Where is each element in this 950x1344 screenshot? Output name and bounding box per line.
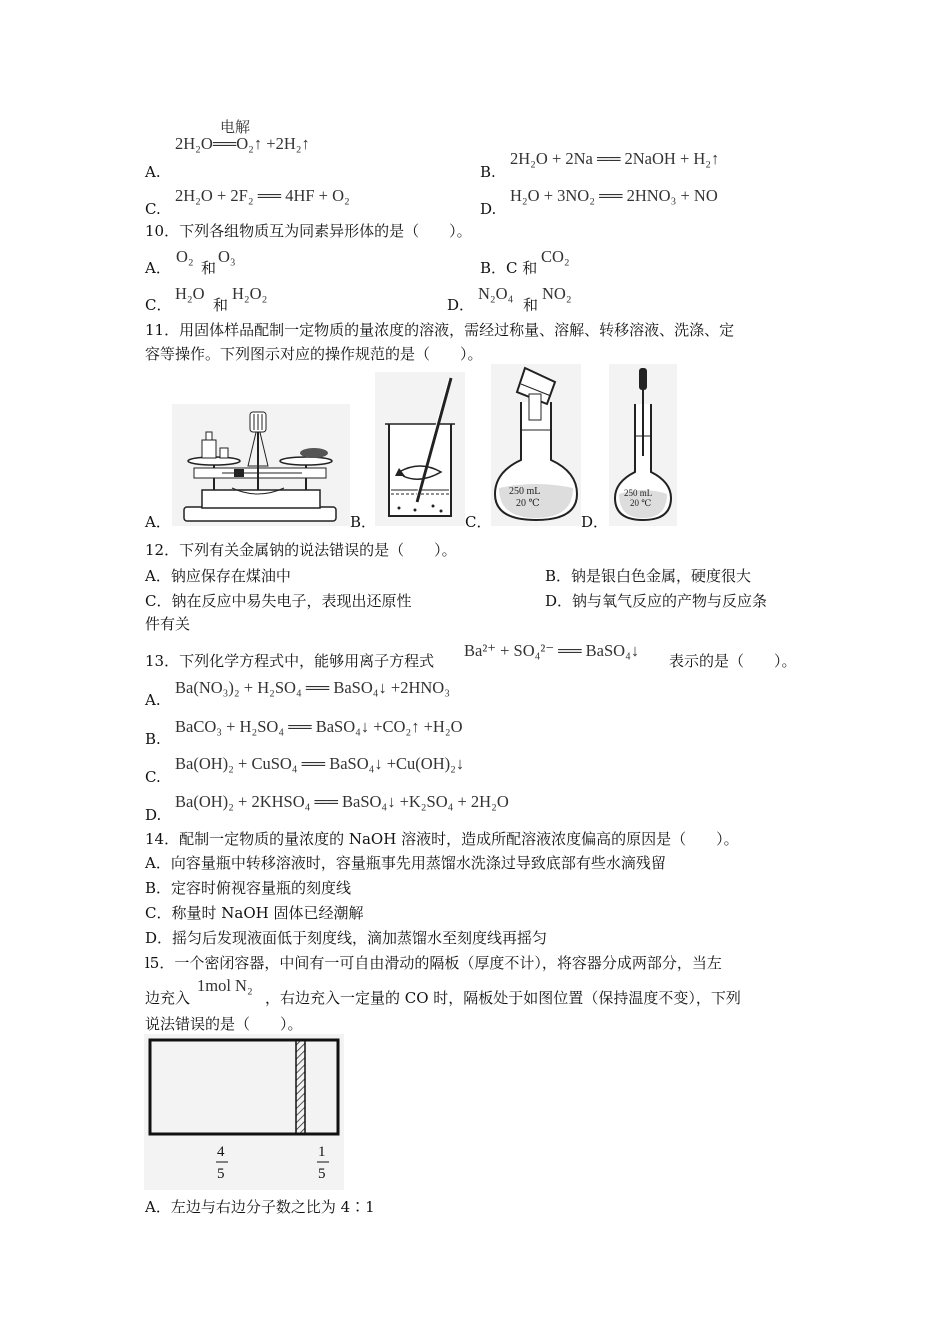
fraction-left-numerator: 4 xyxy=(217,1144,225,1160)
q12-option-a: A．钠应保存在煤油中 xyxy=(145,567,291,585)
q10-a-formula1: O₂ xyxy=(176,247,194,266)
q9-a-formula: 2H₂O══O₂↑ +2H₂↑ xyxy=(175,134,310,153)
q13-d-label: D. xyxy=(145,806,162,824)
q10-d-formula1: N₂O₄ xyxy=(478,284,514,303)
q11-stem-line2: 容等操作。下列图示对应的操作规范的是（ ）。 xyxy=(145,345,483,363)
q9-a-condition: 电解 xyxy=(220,120,251,136)
q12-option-d-line2: 件有关 xyxy=(145,615,191,633)
q10-d-label: D． xyxy=(447,296,475,314)
q13-b-formula: BaCO₃ + H₂SO₄ ══ BaSO₄↓ +CO₂↑ +H₂O xyxy=(175,717,463,736)
q15-stem-line1: l5．一个密闭容器，中间有一可自由滑动的隔板（厚度不计），将容器分成两部分，当左 xyxy=(145,954,722,972)
q15-option-a: A．左边与右边分子数之比为 4∶1 xyxy=(145,1198,375,1216)
q12-option-d-line1: D．钠与氧气反应的产物与反应条 xyxy=(545,592,768,610)
q14-option-d: D．摇匀后发现液面低于刻度线，滴加蒸馏水至刻度线再摇匀 xyxy=(145,929,548,947)
q11-stem-line1: 11．用固体样品配制一定物质的量浓度的溶液，需经过称量、溶解、转移溶液、洗涤、定 xyxy=(145,321,735,339)
q12-stem: 12．下列有关金属钠的说法错误的是（ ）。 xyxy=(145,541,457,559)
q11-d-label: D． xyxy=(581,513,609,531)
q9-a-label: A. xyxy=(145,163,161,181)
q10-b-formula: CO₂ xyxy=(541,247,570,266)
q9-c-label: C. xyxy=(145,200,161,218)
q10-d-formula2: NO₂ xyxy=(542,284,572,303)
q9-d-formula: H₂O + 3NO₂ ══ 2HNO₃ + NO xyxy=(510,186,718,205)
balance-figure xyxy=(172,404,350,526)
q14-option-c: C．称量时 NaOH 固体已经潮解 xyxy=(145,904,364,922)
fraction-right-denominator: 5 xyxy=(318,1166,326,1182)
q10-b-label: B．C 和 xyxy=(480,259,538,277)
q13-ionic-equation: Ba²⁺ + SO₄²⁻ ══ BaSO₄↓ xyxy=(464,641,640,660)
q13-d-formula: Ba(OH)₂ + 2KHSO₄ ══ BaSO₄↓ +K₂SO₄ + 2H₂O xyxy=(175,792,509,811)
flask-c-temp: 20 ℃ xyxy=(516,498,540,509)
q10-a-label: A． xyxy=(145,259,171,277)
q13-stem-prefix: 13．下列化学方程式中，能够用离子方程式 xyxy=(145,652,435,670)
q10-c-formula2: H₂O₂ xyxy=(232,284,268,303)
q13-stem-suffix: 表示的是（ ）。 xyxy=(669,652,797,670)
fraction-right-numerator: 1 xyxy=(318,1144,326,1160)
q10-c-label: C． xyxy=(145,296,172,314)
q15-stem-line2-suffix: ，右边充入一定量的 CO 时，隔板处于如图位置（保持温度不变），下列 xyxy=(265,989,741,1007)
fraction-left-denominator: 5 xyxy=(217,1166,225,1182)
q13-a-label: A. xyxy=(145,691,161,709)
q10-c-formula1: H₂O xyxy=(175,284,205,303)
q11-a-label: A． xyxy=(145,513,171,531)
flask-c-volume: 250 mL xyxy=(509,486,541,497)
q12-option-c: C．钠在反应中易失电子，表现出还原性 xyxy=(145,592,412,610)
container-partition-figure xyxy=(144,1034,344,1190)
q11-c-label: C． xyxy=(465,513,492,531)
q10-stem: 10．下列各组物质互为同素异形体的是（ ）。 xyxy=(145,222,472,240)
q10-c-and: 和 xyxy=(213,296,229,314)
q14-stem: 14．配制一定物质的量浓度的 NaOH 溶液时，造成所配溶液浓度偏高的原因是（ ）。 xyxy=(145,830,739,848)
q10-a-formula2: O₃ xyxy=(218,247,236,266)
q14-option-a: A．向容量瓶中转移溶液时，容量瓶事先用蒸馏水洗涤过导致底部有些水滴残留 xyxy=(145,854,666,872)
flask-d-temp: 20 ℃ xyxy=(630,498,652,508)
q15-stem-line3: 说法错误的是（ ）。 xyxy=(145,1015,303,1033)
q9-b-formula: 2H₂O + 2Na ══ 2NaOH + H₂↑ xyxy=(510,149,720,168)
q15-amount-formula: 1mol N₂ xyxy=(197,976,253,995)
q11-b-label: B． xyxy=(350,513,377,531)
q9-c-formula: 2H₂O + 2F₂ ══ 4HF + O₂ xyxy=(175,186,350,205)
q9-d-label: D. xyxy=(480,200,497,218)
flask-d-volume: 250 mL xyxy=(624,488,653,498)
beaker-stirring-figure xyxy=(375,372,465,526)
q13-a-formula: Ba(NO₃)₂ + H₂SO₄ ══ BaSO₄↓ +2HNO₃ xyxy=(175,678,450,697)
q13-c-formula: Ba(OH)₂ + CuSO₄ ══ BaSO₄↓ +Cu(OH)₂↓ xyxy=(175,754,465,773)
q14-option-b: B．定容时俯视容量瓶的刻度线 xyxy=(145,879,352,897)
q9-b-label: B. xyxy=(480,163,496,181)
q13-c-label: C. xyxy=(145,768,161,786)
q13-b-label: B. xyxy=(145,730,161,748)
q10-a-and: 和 xyxy=(201,259,217,277)
q12-option-b: B．钠是银白色金属，硬度很大 xyxy=(545,567,752,585)
q10-d-and: 和 xyxy=(523,296,539,314)
q15-stem-line2-prefix: 边充入 xyxy=(145,989,191,1007)
